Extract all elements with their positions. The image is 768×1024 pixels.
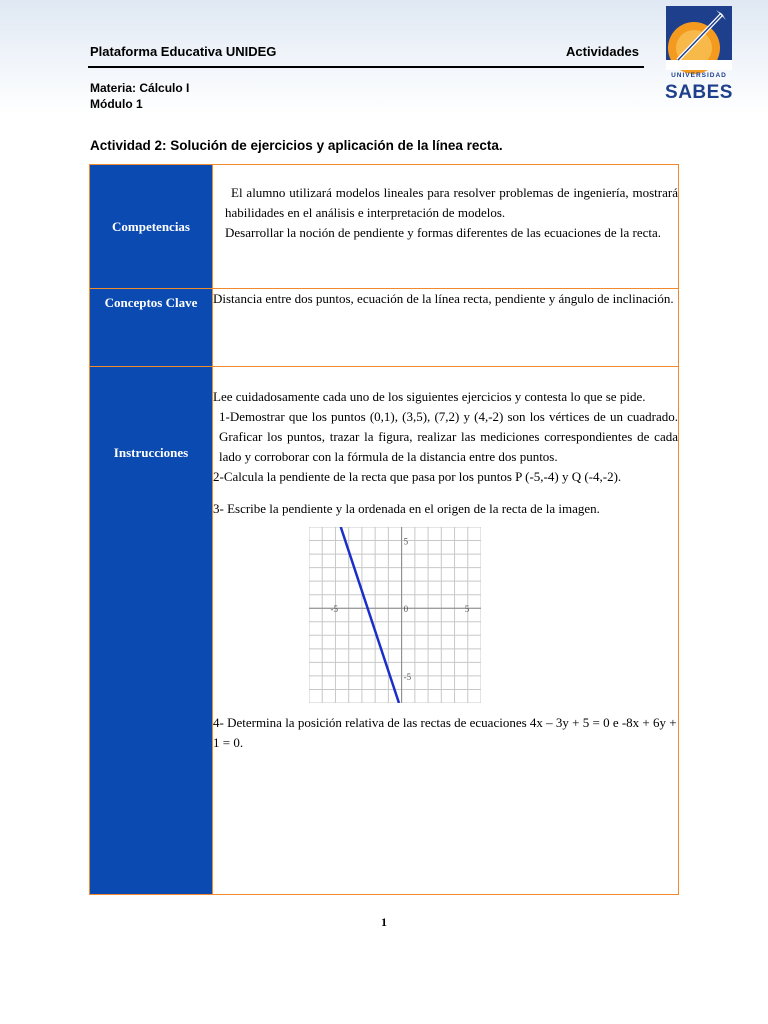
activity-title: Actividad 2: Solución de ejercicios y aplicación de la línea recta. — [90, 138, 503, 153]
row-conceptos — [90, 289, 679, 367]
graph-svg — [309, 527, 481, 703]
subject-label: Materia: Cálculo I — [90, 81, 190, 95]
label-conceptos: Conceptos Clave — [90, 289, 213, 367]
module-label: Módulo 1 — [90, 97, 143, 111]
content-competencias — [213, 165, 679, 289]
label-instrucciones: Instrucciones — [90, 367, 213, 895]
header-divider — [88, 66, 644, 68]
tick-label-x-pos: 5 — [464, 604, 470, 615]
tick-label-x-neg: -5 — [330, 604, 338, 615]
content-conceptos — [213, 289, 679, 367]
logo-university-text: UNIVERSIDAD — [671, 72, 727, 79]
tick-label-y-pos: 5 — [403, 536, 409, 547]
conceptos-text: Distancia entre dos puntos, ecuación de la línea recta, pendiente y ángulo de inclinación. — [213, 291, 674, 306]
page-number: 1 — [381, 915, 387, 929]
logo-sabes-text: SABES — [665, 82, 733, 103]
competencias-p2: Desarrollar la noción de pendiente y formas diferentes de las ecuaciones de la recta. — [225, 225, 662, 240]
line-graph — [309, 527, 481, 703]
platform-title: Plataforma Educativa UNIDEG — [90, 44, 277, 59]
tick-label-y-neg: -5 — [403, 671, 412, 682]
instr-exercise-4: 4- Determina la posición relativa de las rectas de ecuaciones 4x – 3y + 5 = 0 e -8x + 6y + 1 = 0. — [213, 715, 677, 750]
competencias-p1: El alumno utilizará modelos lineales para resolver problemas de ingeniería, mostrará habilidades en el análisis e interpretación de modelos. — [225, 185, 678, 220]
row-instrucciones — [90, 367, 679, 895]
instr-exercise-3: 3- Escribe la pendiente y la ordenada en el origen de la recta de la imagen. — [213, 501, 600, 516]
activity-table — [89, 164, 679, 895]
instr-exercise-1: 1-Demostrar que los puntos (0,1), (3,5), (7,2) y (4,-2) son los vértices de un cuadrado. Graficar los puntos, trazar la figura, realizar las mediciones correspondientes de cada lado y corroborar con la fórmula de la distancia entre dos puntos. — [219, 409, 678, 464]
tick-label-x-zero: 0 — [403, 604, 409, 615]
content-instrucciones — [213, 367, 679, 895]
label-competencias: Competencias — [90, 165, 213, 289]
row-competencias — [90, 165, 679, 289]
plotted-line — [341, 527, 399, 703]
instr-intro: Lee cuidadosamente cada uno de los siguientes ejercicios y contesta lo que se pide. — [213, 389, 646, 404]
section-label: Actividades — [566, 44, 639, 59]
course-meta — [90, 80, 189, 112]
instr-exercise-2: 2-Calcula la pendiente de la recta que pasa por los puntos P (-5,-4) y Q (-4,-2). — [213, 469, 622, 484]
